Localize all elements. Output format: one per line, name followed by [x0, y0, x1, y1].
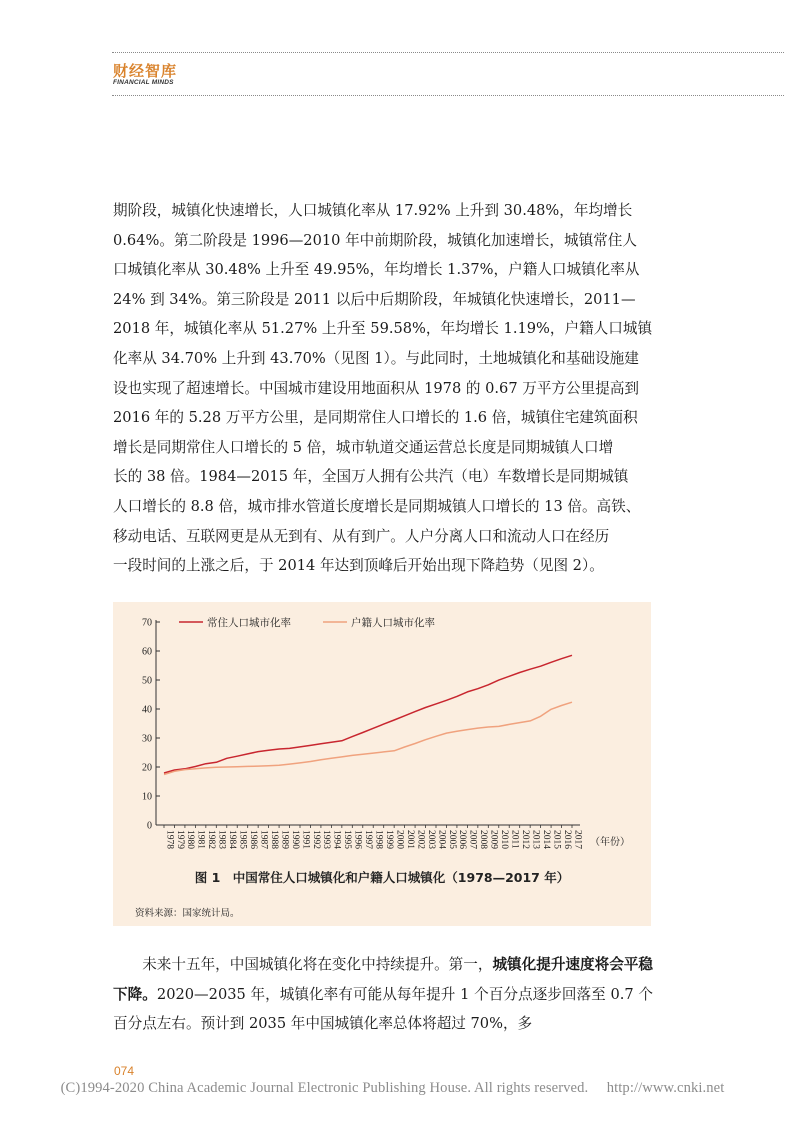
journal-brand: 财经智库 — [113, 62, 178, 80]
x-tick-label: 1992 — [310, 830, 321, 849]
x-tick-label: 2005 — [446, 830, 457, 849]
paragraph-emphasis: 城镇化提升速度将会平稳下降。 — [113, 956, 653, 1003]
x-tick-label: 1995 — [342, 830, 353, 849]
x-tick-label: 1983 — [216, 830, 227, 849]
x-axis-label: （年份） — [590, 837, 630, 848]
y-tick-label: 30 — [142, 733, 152, 745]
x-tick-label: 1991 — [300, 830, 311, 849]
x-tick-label: 1986 — [247, 830, 258, 849]
series-line-1 — [164, 655, 572, 773]
header-bottom-rule — [112, 95, 784, 96]
x-tick-label: 1984 — [227, 830, 238, 849]
text-line: 人口增长的 8.8 倍，城市排水管道长度增长是同期城镇人口增长的 13 倍。高铁、 — [113, 497, 641, 515]
y-tick-label: 20 — [142, 762, 152, 774]
x-tick-label: 2001 — [404, 830, 415, 849]
legend-label-1: 常住人口城市化率 — [207, 618, 291, 629]
body-paragraph-1 — [113, 196, 653, 581]
journal-brand-subtitle: FINANCIAL MINDS — [113, 79, 174, 86]
x-tick-label: 1996 — [352, 830, 363, 849]
y-tick-label: 40 — [142, 704, 152, 716]
x-tick-label: 2014 — [540, 830, 551, 849]
y-tick-label: 0 — [147, 820, 152, 832]
x-tick-label: 2003 — [425, 830, 436, 849]
series-line-2 — [164, 702, 572, 774]
x-tick-label: 2012 — [519, 830, 530, 849]
text-line: 口城镇化率从 30.48% 上升至 49.95%，年均增长 1.37%，户籍人口城镇化率从 — [113, 261, 640, 279]
x-tick-label: 2008 — [478, 830, 489, 849]
y-tick-label: 50 — [142, 675, 152, 687]
x-tick-label: 2004 — [436, 830, 447, 849]
copyright-notice: (C)1994-2020 China Academic Journal Electronic Publishing House. All rights reserved. http://www.cnki.net — [60, 1080, 725, 1096]
text-line: 2018 年，城镇化率从 51.27% 上升至 59.58%，年均增长 1.19%，户籍人口城镇 — [113, 320, 653, 338]
x-tick-label: 1979 — [174, 830, 185, 849]
x-tick-label: 1989 — [279, 830, 290, 849]
x-tick-label: 1988 — [268, 830, 279, 849]
x-tick-label: 1978 — [164, 830, 175, 849]
text-line: 24% 到 34%。第三阶段是 2011 以后中后期阶段，年城镇化快速增长，2011— — [113, 290, 636, 308]
urbanization-line-chart — [113, 602, 651, 864]
y-tick-label: 60 — [142, 646, 152, 658]
text-line: 2016 年的 5.28 万平方公里，是同期常住人口增长的 1.6 倍，城镇住宅建筑面积 — [113, 409, 638, 427]
text-line: 期阶段，城镇化快速增长，人口城镇化率从 17.92% 上升到 30.48%，年均增长 — [113, 202, 633, 219]
x-tick-label: 1985 — [237, 830, 248, 849]
x-tick-label: 1982 — [206, 830, 217, 849]
x-tick-label: 2015 — [551, 830, 562, 849]
x-tick-label: 2011 — [509, 830, 520, 849]
x-tick-label: 2002 — [415, 830, 426, 849]
y-tick-label: 10 — [142, 791, 152, 803]
paragraph-lead: 未来十五年，中国城镇化将在变化中持续提升。第一， — [142, 956, 493, 973]
body-paragraph-2 — [113, 950, 653, 1039]
x-tick-label: 2006 — [457, 830, 468, 849]
x-tick-label: 1981 — [195, 830, 206, 849]
text-line: 长的 38 倍。1984—2015 年，全国万人拥有公共汽（电）车数增长是同期城镇 — [113, 468, 629, 486]
x-tick-label: 2009 — [488, 830, 499, 849]
x-tick-label: 2000 — [394, 830, 405, 849]
paragraph-rest: 2020—2035 年，城镇化率有可能从每年提升 1 个百分点逐步回落至 0.7 个百分点左右。预计到 2035 年中国城镇化率总体将超过 70%，多 — [113, 985, 653, 1033]
x-tick-label: 1994 — [331, 830, 342, 849]
text-line: 化率从 34.70% 上升到 43.70%（见图 1）。与此同时，土地城镇化和基础设施建 — [113, 349, 639, 367]
x-tick-label: 2017 — [572, 830, 583, 849]
x-tick-label: 1990 — [289, 830, 300, 849]
x-tick-label: 2007 — [467, 830, 478, 849]
text-line: 增长是同期常住人口增长的 5 倍，城市轨道交通运营总长度是同期城镇人口增 — [113, 438, 614, 456]
figure-caption: 图 1 中国常住人口城镇化和户籍人口城镇化（1978—2017 年） — [194, 870, 570, 885]
x-tick-label: 1999 — [383, 830, 394, 849]
figure-source: 资料来源：国家统计局。 — [135, 908, 240, 919]
page-number: 074 — [114, 1064, 135, 1078]
x-tick-label: 1997 — [363, 830, 374, 849]
x-tick-label: 2010 — [499, 830, 510, 849]
x-tick-label: 1993 — [321, 830, 332, 849]
text-line: 0.64%。第二阶段是 1996—2010 年中前期阶段，城镇化加速增长，城镇常住人 — [113, 231, 637, 249]
legend-label-2: 户籍人口城市化率 — [351, 618, 435, 629]
x-tick-label: 2013 — [530, 830, 541, 849]
x-tick-label: 1998 — [373, 830, 384, 849]
header-top-rule — [112, 52, 784, 53]
figure-1 — [113, 602, 651, 926]
x-tick-label: 1987 — [258, 830, 269, 849]
y-tick-label: 70 — [142, 617, 152, 629]
x-tick-label: 2016 — [561, 830, 572, 849]
text-line: 设也实现了超速增长。中国城市建设用地面积从 1978 的 0.67 万平方公里提高到 — [113, 379, 640, 397]
text-line: 一段时间的上涨之后，于 2014 年达到顶峰后开始出现下降趋势（见图 2）。 — [113, 557, 604, 575]
text-line: 移动电话、互联网更是从无到有、从有到广。人户分离人口和流动人口在经历 — [113, 527, 610, 545]
x-tick-label: 1980 — [185, 830, 196, 849]
